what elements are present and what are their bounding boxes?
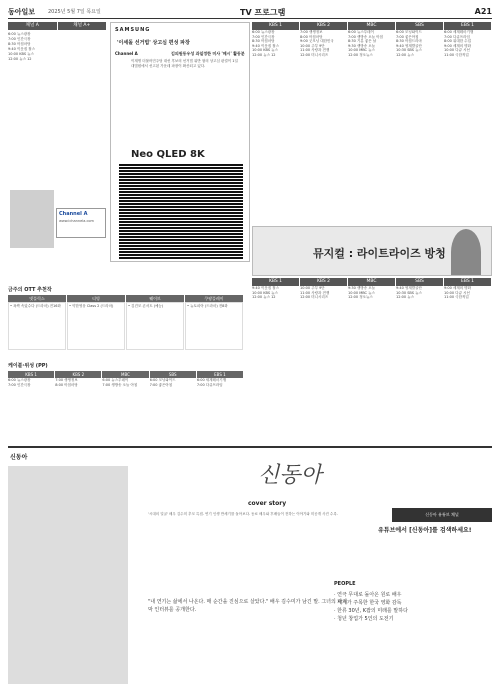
schedule-column [252, 286, 299, 300]
program: 9:00 세계의 명화 [444, 43, 471, 48]
paper-name: 동아일보 [8, 8, 36, 16]
concert-ad [252, 226, 492, 276]
channel-a-logo [56, 208, 106, 238]
schedule-column [300, 30, 347, 58]
promo-text: 유튜브에서 [신동아]를 검색하세요! [378, 527, 472, 534]
schedule-column [55, 378, 101, 438]
channel-header: KBS 2 [300, 22, 347, 30]
ott-section [8, 286, 244, 350]
program: 6:00 뉴스투데이 [348, 30, 374, 34]
cable-body [8, 378, 244, 438]
people-item: · 한류 30년, K팝의 미래를 말하다 [334, 608, 408, 614]
channel-header: MBC [348, 22, 395, 30]
left-channel-header [8, 22, 107, 30]
samsung-brand: SAMSUNG [115, 27, 151, 33]
program: 12:00 뉴스 12 [252, 295, 276, 300]
program: 12:00 정오뉴스 [348, 295, 373, 300]
cable-title: 케이블·위성 (PP) [8, 363, 48, 369]
program: 12:00 뉴스 12 [252, 52, 276, 57]
program: 10:00 MBC 뉴스 [348, 290, 375, 295]
tv-image [119, 163, 243, 259]
program: 10:00 KBS 뉴스 [252, 48, 278, 53]
program: 10:00 다큐 시선 [444, 48, 470, 53]
program: 7:00 생생정보 [300, 30, 323, 34]
cable-section [8, 362, 244, 438]
program: 7:00 생생정보 [55, 378, 78, 382]
program: 6:00 세계테마기행 [196, 378, 227, 382]
program: 8:00 위대한 수업 [444, 39, 471, 44]
program: 6:00 뉴스광장 [252, 30, 275, 34]
cover-image [8, 466, 128, 684]
program: 6:00 뉴스광장 [8, 378, 31, 382]
program: 7:00 좋은아침 [149, 382, 173, 387]
channel-header: KBS 1 [8, 371, 54, 378]
program: 10:00 MBC 뉴스 [348, 48, 375, 53]
ad-logo: Channel A [115, 51, 138, 56]
ott-service: 티빙 [67, 295, 125, 302]
program: 10:00 다큐 시선 [444, 290, 470, 295]
ad-subheadline: 김의원동우성 과일정한 미사 '메시' 활동분 [171, 51, 245, 56]
page-number: A21 [474, 7, 492, 16]
channel-header: SBS [396, 22, 443, 30]
program: 11:00 사랑과 전쟁 [300, 290, 330, 295]
program: 7:00 생방송 오늘 아침 [348, 34, 383, 39]
signature: 신동아 [258, 463, 322, 488]
schedule-column [197, 378, 243, 438]
schedule-text: 10:00 KBS 뉴스 [8, 52, 34, 56]
quote-text: "내 연기는 삶에서 나온다. 매 순간을 진심으로 살았다." 배우 김수미가 남긴 말. 그녀의 마지막 인터뷰를 공개한다. [148, 599, 348, 613]
program: 10:00 KBS 뉴스 [252, 290, 278, 295]
program: 6:00 뉴스투데이 [102, 378, 129, 382]
program: 7:00 좋은아침 [396, 34, 419, 39]
program: 10:30 SBS 뉴스 [396, 48, 422, 53]
schedule-text: 8:30 아침마당 [8, 42, 31, 46]
program: 9:40 영재발굴단 [396, 286, 422, 290]
grid-header [252, 278, 492, 286]
program: 7:00 인간극장 [252, 34, 275, 39]
schedule-column [396, 286, 443, 300]
people-item: · 연극 무대로 돌아온 원로 배우 [334, 592, 402, 598]
schedule-column [252, 30, 299, 58]
people-title: PEOPLE [334, 581, 356, 587]
channel-header: KBS 1 [252, 278, 299, 286]
page-header [8, 7, 492, 19]
ott-service: 넷플릭스 [8, 295, 66, 302]
magazine-ad [8, 446, 492, 684]
grid-body [252, 30, 492, 58]
cover-story-label: cover story [248, 500, 287, 507]
program: 8:00 아침마당 [55, 382, 78, 387]
tv-schedule-grid [252, 22, 492, 58]
ott-item: • 약한영웅 Class 2 (드라마) [67, 302, 125, 350]
channel-label: 채널 A [8, 22, 57, 30]
program: 8:30 기분 좋은 날 [348, 39, 377, 44]
people-item: · 세계가 주목한 한국 영화 감독 [334, 600, 402, 606]
program: 9:40 이웃집 찰스 [252, 43, 279, 48]
program: 9:30 생방송 오늘 [348, 286, 375, 290]
channel-a-name: Channel A [59, 211, 88, 217]
program: 12:00 미니시리즈 [300, 52, 329, 57]
program: 8:30 아침마당 [252, 39, 275, 44]
channel-header: KBS 2 [55, 371, 101, 378]
section-title: TV 프로그램 [240, 8, 286, 17]
cover-story-text: '시대의 얼굴' 배우 김수미 추모 특집. 연기 인생 반세기를 돌아보다. 동료 배우와 후배들이 전하는 이야기와 미공개 사진 수록. [148, 512, 338, 516]
program: 7:00 생방송 오늘 아침 [102, 382, 138, 387]
grid-body [252, 286, 492, 300]
program: 6:00 모닝와이드 [149, 378, 176, 382]
channel-header: EBS 1 [444, 22, 491, 30]
program: 10:00 주부 9단 [300, 286, 325, 290]
program: 7:00 다큐프라임 [196, 382, 223, 387]
ott-item: • 김건모 콘서트 (예능) [126, 302, 184, 350]
schedule-column [102, 378, 148, 438]
program: 9:40 이웃집 찰스 [252, 286, 279, 290]
program: 8:00 아침마당 [300, 34, 323, 39]
left-schedule [8, 32, 107, 152]
ott-service: 쿠팡플레이 [185, 295, 243, 302]
schedule-column [8, 378, 54, 438]
schedule-column [348, 30, 395, 58]
tv-schedule-grid-2 [252, 278, 492, 300]
grid-header [252, 22, 492, 30]
program: 10:30 SBS 뉴스 [396, 290, 422, 295]
program: 6:00 모닝와이드 [396, 30, 422, 34]
channel-header: KBS 1 [252, 22, 299, 30]
program: 9:00 굿모닝 대한민국 [300, 39, 334, 44]
schedule-text: 9:40 이웃집 찰스 [8, 47, 35, 51]
program: 8:30 아침드라마 [396, 39, 422, 44]
schedule-column [444, 286, 491, 300]
ott-service: 웨이브 [126, 295, 184, 302]
channel-header: KBS 2 [300, 278, 347, 286]
channel-header: SBS [396, 278, 443, 286]
channel-header: MBC [348, 278, 395, 286]
channel-header: EBS 1 [197, 371, 243, 378]
channel-header: EBS 1 [444, 278, 491, 286]
ott-title: 금주의 OTT 추천작 [8, 287, 52, 293]
channel-header: MBC [102, 371, 148, 378]
schedule-text: 7:00 인간극장 [8, 37, 31, 41]
program: 9:30 생방송 오늘 [348, 43, 375, 48]
program: 12:00 정오뉴스 [348, 52, 373, 57]
schedule-column [444, 30, 491, 58]
samsung-ad [110, 22, 250, 262]
schedule-text: 6:00 뉴스광장 [8, 32, 31, 36]
ad-headline: '이세돌 선거법' 상고심 편성 파장 [117, 40, 190, 46]
program: 7:00 인간극장 [8, 382, 31, 387]
cable-header [8, 371, 244, 378]
program: 12:00 뉴스 [396, 52, 414, 57]
anchor-photo [10, 190, 54, 248]
program: 10:00 주부 9단 [300, 43, 325, 48]
concert-title: 뮤지컬 : 라이트라이즈 방청 [313, 247, 446, 260]
program: 6:00 세계테마기행 [444, 30, 474, 34]
ad-body: 이재명 더불어민주당 대선 후보의 선거법 위반 혐의 상고심 판결이 1일 대법원에서 선고된 가운데 파장이 확산되고 있다. [131, 59, 238, 68]
program: 11:00 사랑과 전쟁 [300, 48, 330, 53]
program: 9:00 세계의 명화 [444, 286, 471, 290]
ott-body [8, 302, 244, 350]
channel-a-web: www.ichannela.com [59, 219, 94, 223]
ott-item: • 폭싹 속았수다 (드라마) 전16화 [8, 302, 66, 350]
channel-label: 채널 A+ [58, 22, 107, 30]
channel-header: SBS [150, 371, 196, 378]
schedule-column [348, 286, 395, 300]
program: 12:00 뉴스 [396, 295, 414, 300]
schedule-column [150, 378, 196, 438]
product-name: Neo QLED 8K [131, 149, 205, 160]
schedule-column [300, 286, 347, 300]
people-list [334, 591, 492, 623]
magazine-name: 신동아 [10, 454, 28, 461]
program: 12:00 미니시리즈 [300, 295, 329, 300]
people-item: · 청년 창업가 5인의 도전기 [334, 616, 394, 622]
program: 7:00 다큐프라임 [444, 34, 470, 39]
program: 11:00 극한직업 [444, 52, 469, 57]
ott-item: • 뉴토피아 (드라마) 전8화 [185, 302, 243, 350]
youtube-banner: 신동아 유튜브 채널 [392, 508, 492, 522]
issue-date: 2025년 5월 7일 목요일 [48, 9, 101, 15]
program: 11:00 극한직업 [444, 295, 469, 300]
program: 9:40 영재발굴단 [396, 43, 422, 48]
ott-header [8, 295, 244, 302]
schedule-text: 12:00 뉴스 12 [8, 57, 32, 61]
schedule-column [396, 30, 443, 58]
performer-figure [451, 229, 481, 275]
